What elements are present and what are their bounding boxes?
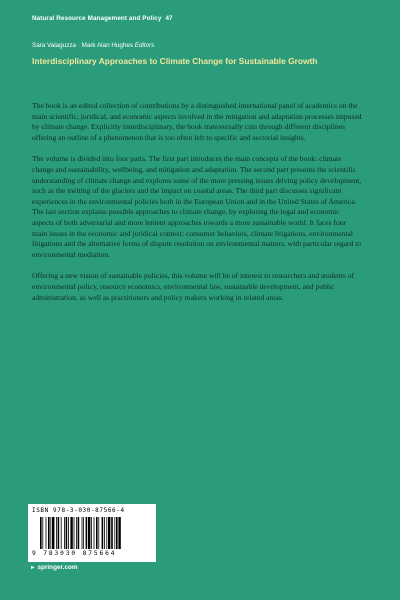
barcode-digits: 9 783030 875664	[32, 550, 117, 557]
editor-names: Sara Valaguzza · Mark Alan Hughes	[32, 42, 134, 49]
series-name: Natural Resource Management and Policy	[32, 15, 162, 22]
barcode-stripe	[56, 517, 57, 549]
barcode-stripe	[58, 517, 60, 549]
barcode-stripe	[40, 517, 42, 549]
barcode	[28, 504, 156, 562]
barcode-stripe	[114, 517, 115, 549]
barcode-stripe	[96, 517, 98, 549]
barcode-stripe	[68, 517, 69, 549]
editors-role: Editors	[134, 42, 155, 49]
barcode-stripe	[86, 517, 88, 549]
barcode-bars	[40, 517, 150, 549]
barcode-stripe	[91, 517, 92, 549]
barcode-stripe	[118, 517, 120, 549]
blurb-paragraph-1: The book is an edited collection of contributions by a distinguished international panel of academics on the main scientific, juridical, and economic aspects involved in the mitigation and adaptation processes imposed by climate change. Explicitly interdisciplinary, the book transversally cuts through different disciplines offering an outline of a phenomenon that is too often left to specific and sectorial insights.	[32, 101, 362, 142]
barcode-stripe	[64, 517, 65, 549]
barcode-stripe	[70, 517, 72, 549]
barcode-stripe	[94, 517, 95, 549]
barcode-stripe	[106, 517, 107, 549]
barcode-stripe	[116, 517, 118, 549]
barcode-stripe	[102, 517, 104, 549]
blurb-paragraph-2: The volume is divided into four parts. The first part introduces the main concepts of the book: climate change and sustainability, wellbeing, and mitigation and adaptation. The second part presents the scientific understanding of climate change and explores some of the more pressing issues driving policy development, such as the melting of the glaciers and the impact on coastal areas. The third part discusses significant experiences in the environmental policies both in the European Union and in the United States of America. The last section explains possible approaches to climate change, by exploring the legal and economic aspects of both adversarial and more lenient approaches towards a more sustainable world. It faces four main issues in the economic and juridical context: consumer behaviors, climate litigations, environmental litigations and the alternative forms of dispute resolution on environmental matters, with particular regard to environmental mediation.	[32, 154, 362, 259]
barcode-stripe	[48, 517, 50, 549]
isbn-label: ISBN 978-3-030-87566-4	[32, 507, 125, 514]
barcode-stripe	[104, 517, 105, 549]
barcode-stripe	[50, 517, 51, 549]
barcode-stripe	[88, 517, 90, 549]
barcode-stripe	[78, 517, 80, 549]
arrow-icon: ►	[30, 565, 36, 571]
publisher-link[interactable]	[30, 564, 78, 571]
barcode-stripe	[74, 517, 75, 549]
series-line	[32, 15, 173, 22]
barcode-stripe	[46, 517, 47, 549]
barcode-stripe	[83, 517, 84, 549]
barcode-stripe	[61, 517, 62, 549]
barcode-stripe	[66, 517, 68, 549]
barcode-stripe	[111, 517, 113, 549]
barcode-stripe	[52, 517, 54, 549]
series-volume: 47	[165, 15, 173, 22]
book-title: Interdisciplinary Approaches to Climate Change for Sustainable Growth	[32, 56, 318, 66]
barcode-stripe	[108, 517, 110, 549]
barcode-stripe	[42, 517, 43, 549]
blurb	[32, 101, 362, 314]
barcode-stripe	[82, 517, 83, 549]
blurb-paragraph-3: Offering a new vision of sustainable policies, this volume will be of interest to researchers and students of environmental policy, resource economics, environmental law, sustainable development, and public administration, as well as practitioners and policy makers working in related areas.	[32, 271, 355, 302]
editors-line	[32, 42, 154, 49]
barcode-stripe	[98, 517, 99, 549]
barcode-stripe	[76, 517, 77, 549]
publisher-url: springer.com	[37, 564, 78, 571]
